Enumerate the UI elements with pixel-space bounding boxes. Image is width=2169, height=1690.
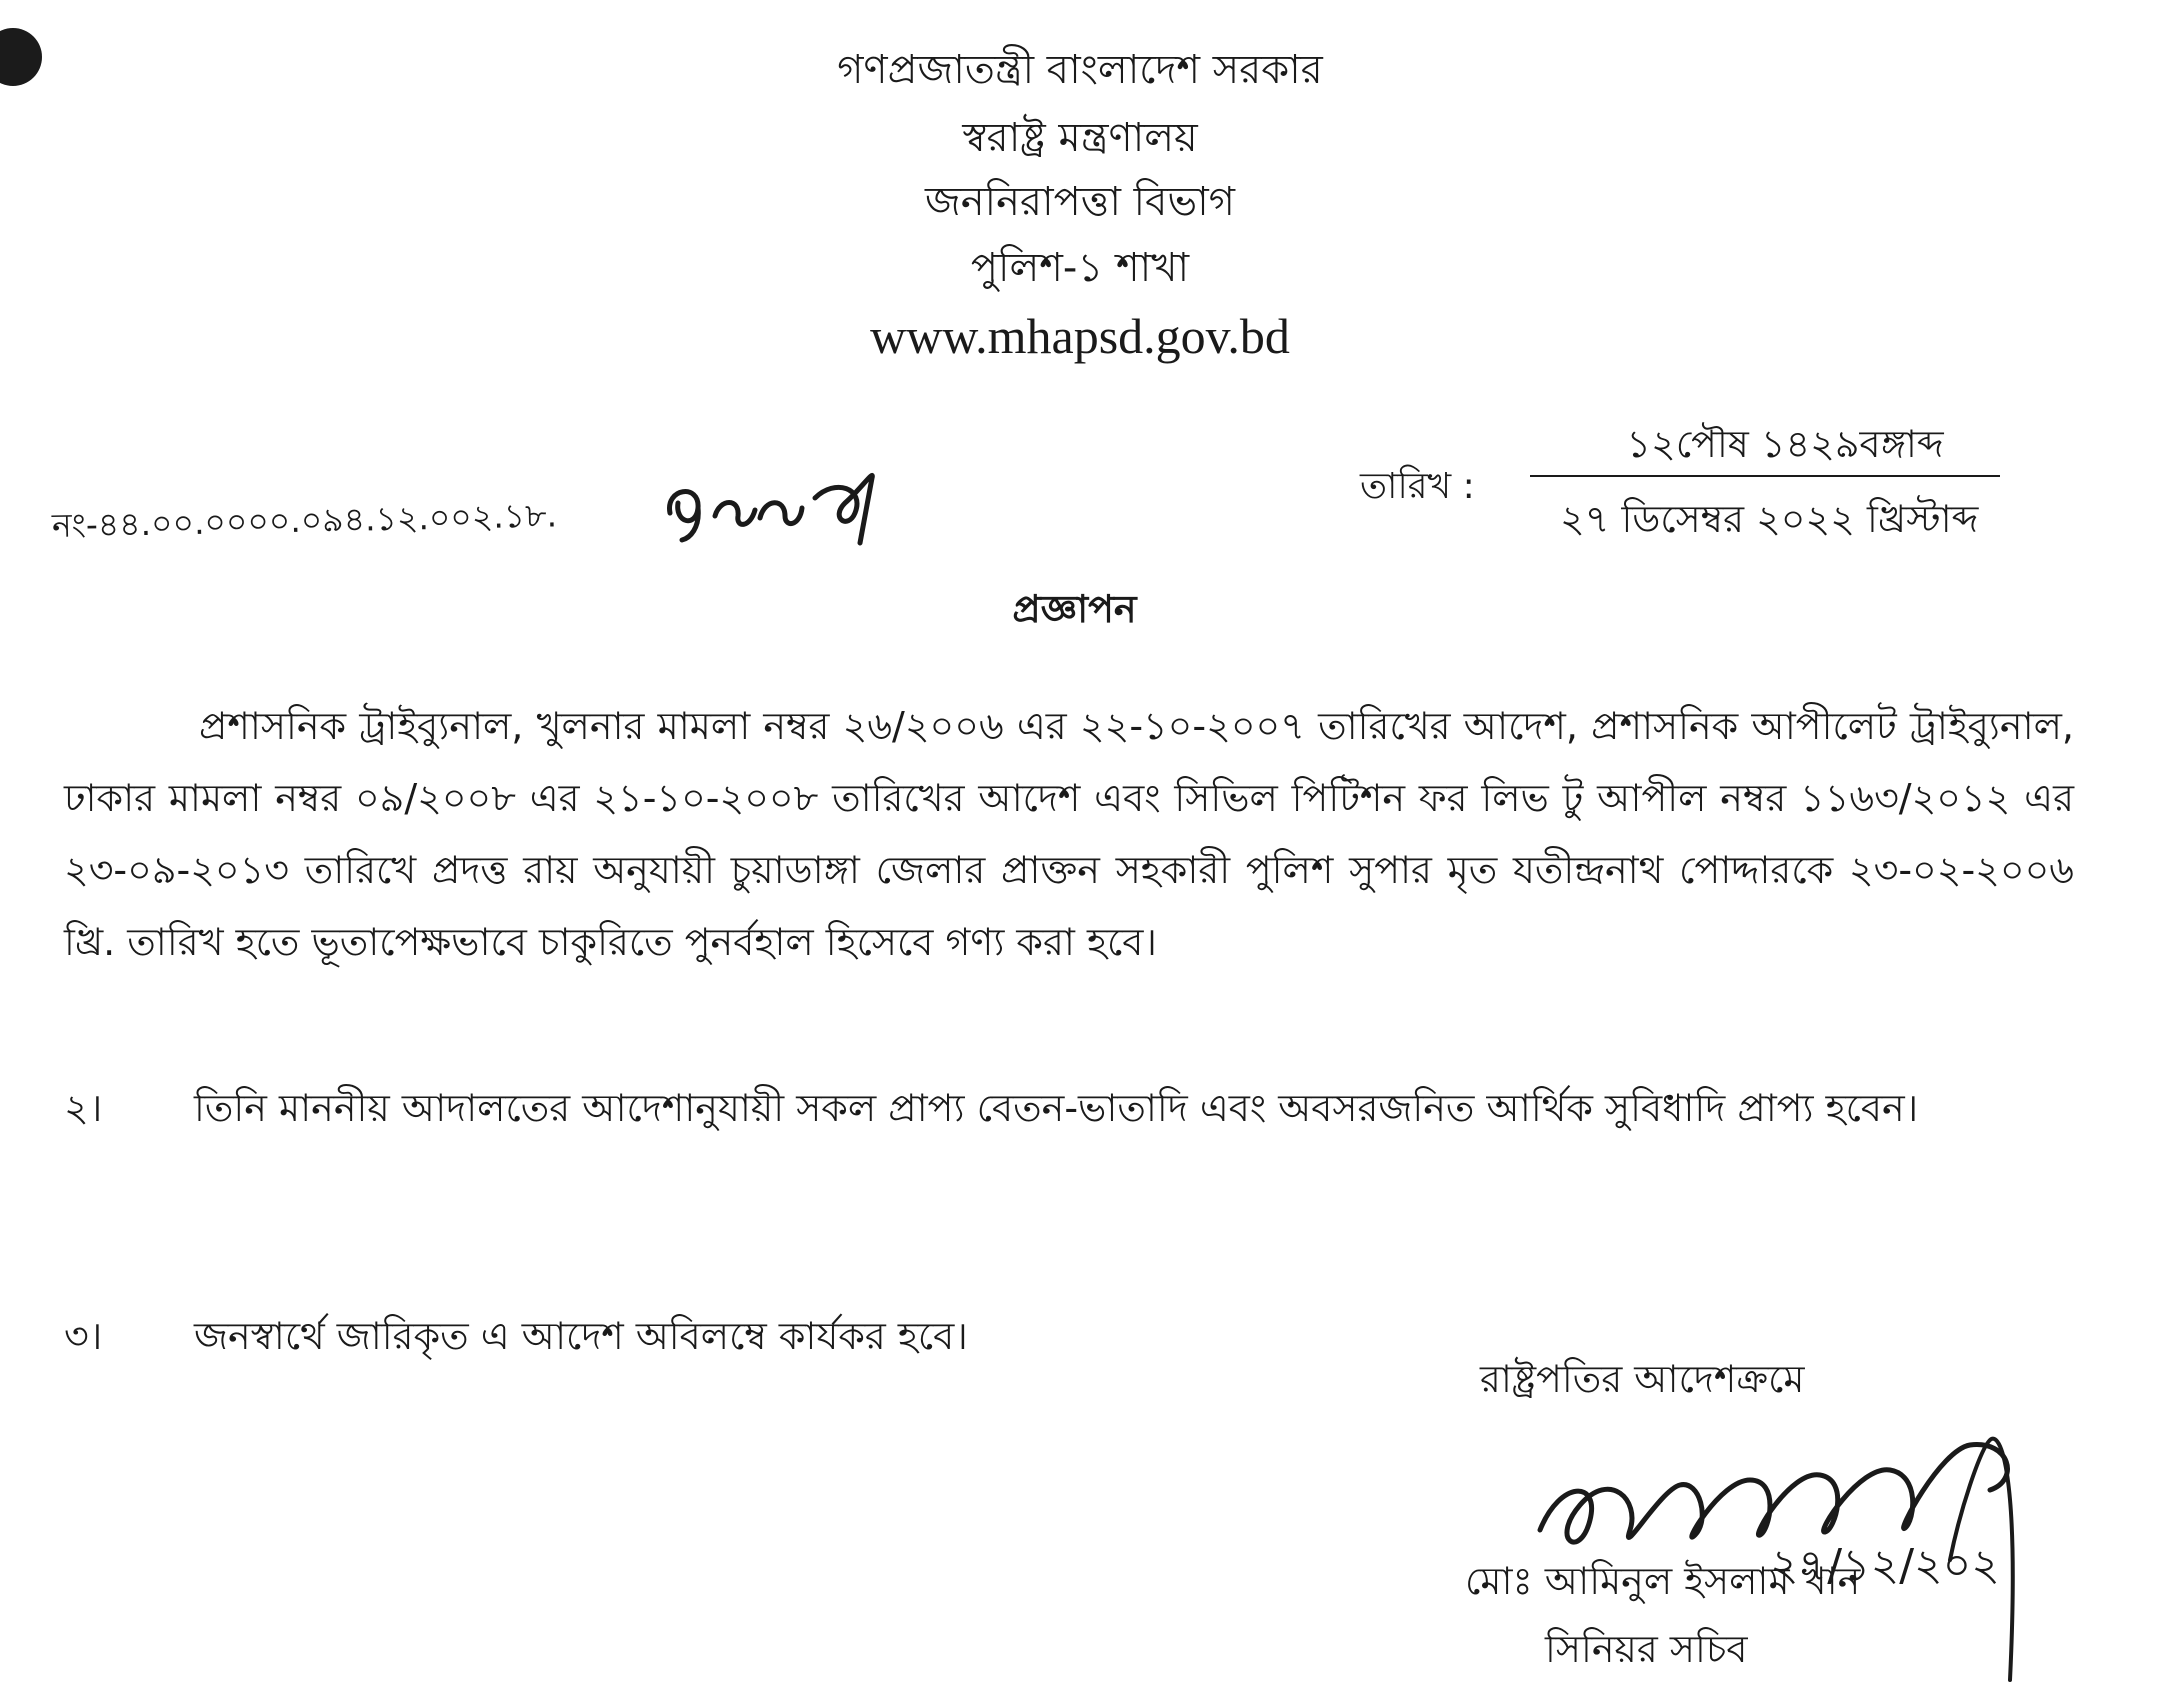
memo-number-handwritten — [660, 458, 890, 548]
ministry-name: স্বরাষ্ট্র মন্ত্রণালয় — [962, 115, 1198, 161]
paragraph-2-number: ২। — [64, 1086, 103, 1130]
date-divider — [1530, 475, 2000, 477]
presidential-order-line: রাষ্ট্রপতির আদেশক্রমে — [1480, 1357, 1805, 1401]
signatory-designation: সিনিয়র সচিব — [1545, 1627, 1748, 1671]
website-url: www.mhapsd.gov.bd — [870, 308, 1290, 364]
government-name: গণপ্রজাতন্ত্রী বাংলাদেশ সরকার — [837, 47, 1323, 93]
notification-title-text: প্রজ্ঞাপন — [1012, 587, 1137, 631]
paragraph-3-text: জনস্বার্থে জারিকৃত এ আদেশ অবিলম্বে কার্যকর হবে। — [194, 1314, 968, 1358]
paragraph-2 — [64, 1072, 2074, 1144]
date-block — [1360, 415, 2060, 545]
paragraph-1: প্রশাসনিক ট্রাইব্যুনাল, খুলনার মামলা নম্বর ২৬/২০০৬ এর ২২-১০-২০০৭ তারিখের আদেশ, প্রশাসনিক আপীলেট ট্রাইব্যুনাল, ঢাকার মামলা নম্বর ০৯/২০০৮ এর ২১-১০-২০০৮ তারিখের আদেশ এবং সিভিল পিটিশন ফর লিভ টু আপীল নম্বর ১১৬৩/২০১২ এর ২৩-০৯-২০১৩ তারিখে প্রদত্ত রায় অনুযায়ী চুয়াডাঙ্গা জেলার প্রাক্তন সহকারী পুলিশ সুপার মৃত যতীন্দ্রনাথ পোদ্দারকে ২৩-০২-২০০৬ খ্রি. তারিখ হতে ভূতাপেক্ষভাবে চাকুরিতে পুনর্বহাল হিসেবে গণ্য করা হবে। — [64, 704, 2074, 964]
date-english: ২৭ ডিসেম্বর ২০২২ খ্রিস্টাব্দ — [1560, 497, 1979, 541]
memo-number: নং-৪৪.০০.০০০০.০৯৪.১২.০০২.১৮. — [51, 495, 558, 545]
date-label: তারিখ : — [1360, 466, 1475, 507]
date-bangla: ১২পৌষ ১৪২৯বঙ্গাব্দ — [1626, 422, 1944, 466]
signatory-name: মোঃ আমিনুল ইসলাম খান — [1465, 1559, 1861, 1603]
branch-name: পুলিশ-১ শাখা — [970, 245, 1190, 291]
division-name: জননিরাপত্তা বিভাগ — [925, 179, 1235, 225]
signature-date: ২৭/১২/২০২ — [1770, 1540, 2000, 1591]
notification-title — [0, 580, 2169, 644]
paragraph-2-text: তিনি মাননীয় আদালতের আদেশানুযায়ী সকল প্রাপ্য বেতন-ভাতাদি এবং অবসরজনিত আর্থিক সুবিধাদি প্রাপ্য হবেন। — [194, 1086, 1919, 1130]
punch-hole-mark — [0, 28, 42, 86]
paragraph-3-number: ৩। — [64, 1314, 103, 1358]
